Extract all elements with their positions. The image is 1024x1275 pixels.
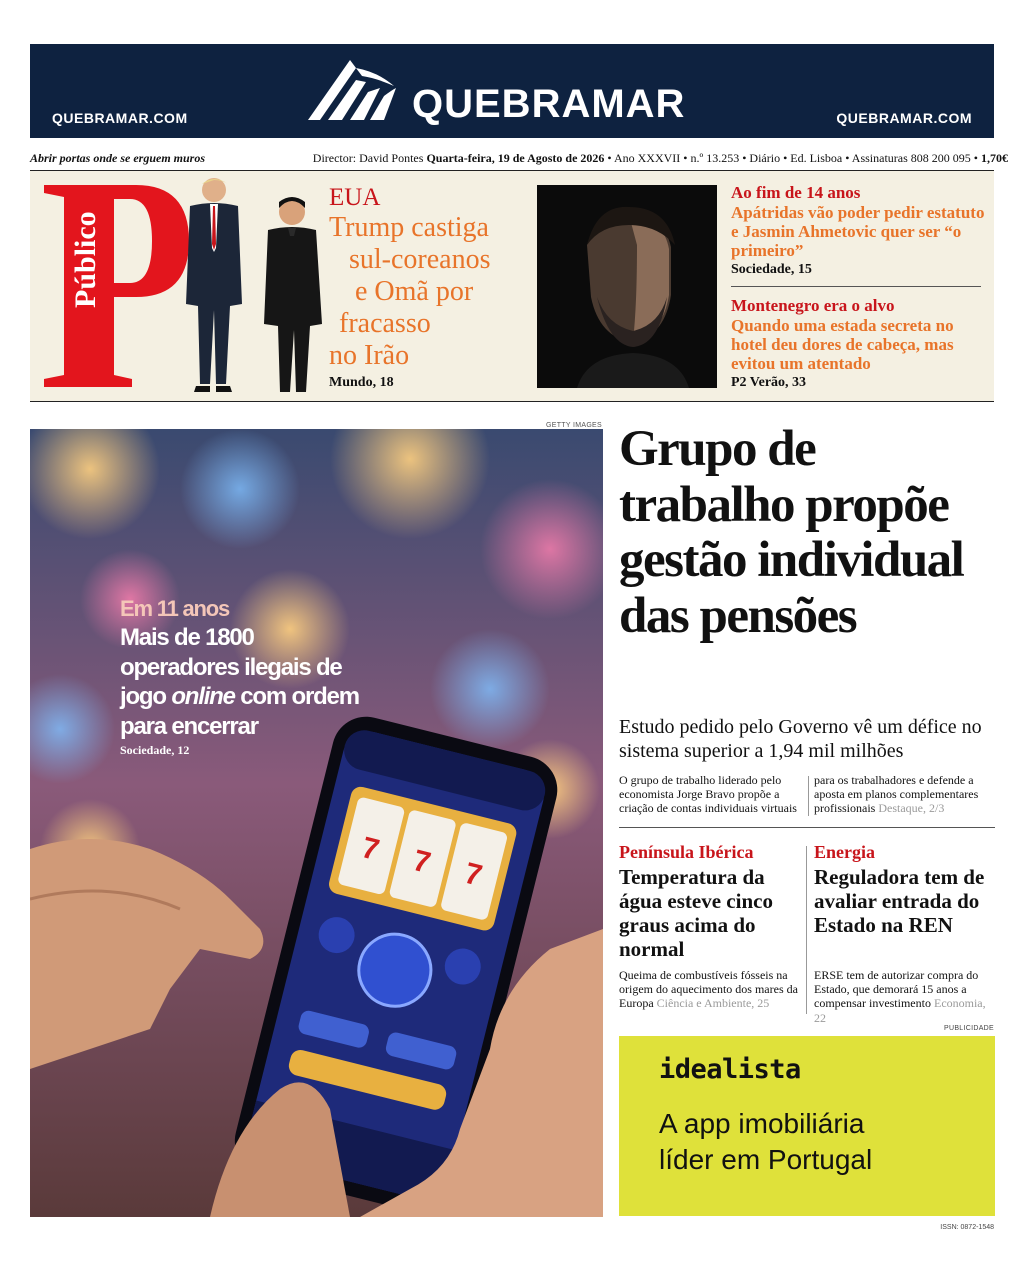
bottom-story-body [619,968,804,1011]
director: Director: David Pontes [312,151,424,165]
issn: ISSN: 0872-1548 [940,1224,994,1231]
headline-emphasis: online [171,683,235,710]
side-story-kicker[interactable]: Ao fim de 14 anos [731,183,861,202]
ad-line: A app imobiliária [659,1108,865,1139]
issue-details: • Ano XXXVII • n.º 13.253 • Diário • Ed. Lisboa • Assinaturas 808 200 095 • [607,151,978,165]
headline-line: no Irão [329,340,410,371]
bottom-story-kicker[interactable]: Energia [814,842,875,862]
svg-text:7: 7 [461,856,486,893]
gambling-image [30,429,603,1217]
headline-line: sul-coreanos [349,244,491,275]
side-story-section[interactable]: P2 Verão, 33 [731,375,807,390]
headline-line: e Omã por [355,276,474,307]
divider [619,827,995,828]
headline-line: fracasso [339,308,431,339]
publico-word: Público [69,211,102,308]
ad-brand: idealista [659,1054,801,1085]
photo-portrait [537,185,717,388]
bottom-story-ref[interactable]: Ciência e Ambiente, 25 [656,996,770,1011]
issue-date: Quarta-feira, 19 de Agosto de 2026 [426,151,605,165]
gambling-story-headline [120,623,360,741]
main-body-col2 [814,773,998,816]
bottom-story-headline[interactable]: Temperatura da água esteve cinco graus acima do normal [619,865,773,961]
svg-text:7: 7 [409,843,434,881]
quebramar-logo-icon [306,58,398,122]
column-divider [806,846,807,1014]
headline-part: com ordem para encerrar [120,683,359,740]
ad-text [659,1106,872,1178]
banner-brand[interactable]: QUEBRAMAR [412,82,686,126]
bottom-story-ref[interactable]: Economia, 22 [814,996,986,1025]
photo-leaders [176,174,336,396]
main-standfirst: Estudo pedido pelo Governo vê um défice no sistema superior a 1,94 mil milhões [619,716,982,762]
portrait-image [537,185,717,388]
banner-url-left[interactable]: QUEBRAMAR.COM [52,110,188,126]
photo-gambling [30,429,603,1217]
main-headline[interactable]: Grupo de trabalho propõe gestão individual das pensões [619,421,964,644]
bottom-story-kicker[interactable]: Península Ibérica [619,842,754,862]
side-story-headline[interactable]: Quando uma estada secreta no hotel deu dores de cabeça, mas evitou um atentado [731,316,954,373]
headline-line: Trump castiga [329,212,489,243]
column-divider [808,776,809,816]
divider [731,286,981,287]
publico-logo [44,185,189,387]
side-story-section[interactable]: Sociedade, 15 [731,262,812,277]
ad-line: líder em Portugal [659,1144,873,1175]
ad-banner[interactable] [619,1036,995,1216]
ad-label: PUBLICIDADE [944,1025,994,1032]
banner-url-right[interactable]: QUEBRAMAR.COM [836,110,972,126]
publico-wordmark [68,190,102,310]
main-body-text: para os trabalhadores e defende a aposta em planos complementares profissionais [814,773,979,816]
motto: Abrir portas onde se erguem muros [30,151,206,165]
main-body-col1: O grupo de trabalho liderado pelo economista Jorge Bravo propõe a criação de contas individuais virtuais [619,773,797,816]
headline-part: Mais de 1800 operadores ilegais de jogo [120,624,342,710]
bottom-story-text: ERSE tem de autorizar compra do Estado, que demorará 15 anos a compensar investimento [814,968,979,1011]
side-story-kicker[interactable]: Montenegro era o alvo [731,296,895,315]
bottom-story-headline[interactable]: Reguladora tem de avaliar entrada do Estado na REN [814,865,985,937]
bottom-story-body [814,968,996,1025]
side-story-headline[interactable]: Apátridas vão poder pedir estatuto e Jasmin Ahmetovic quer ser “o primeiro” [731,203,985,260]
price: 1,70€ [981,151,1008,165]
top-banner [30,44,994,138]
top-story-section[interactable]: Mundo, 18 [329,375,394,390]
gambling-story[interactable] [120,595,360,758]
masthead-info [30,149,1008,169]
main-ref[interactable]: Destaque, 2/3 [878,801,945,816]
svg-text:7: 7 [358,831,383,868]
gambling-story-kicker: Em 11 anos [120,596,230,621]
gambling-story-section: Sociedade, 12 [120,743,190,757]
divider [30,401,994,402]
top-story-kicker[interactable]: EUA [329,184,381,211]
top-story-headline[interactable] [329,212,534,372]
masthead-meta [313,151,1008,166]
photo-credit: GETTY IMAGES [546,422,602,429]
bottom-story-text: Queima de combustíveis fósseis na origem do aquecimento dos mares da Europa [619,968,798,1011]
